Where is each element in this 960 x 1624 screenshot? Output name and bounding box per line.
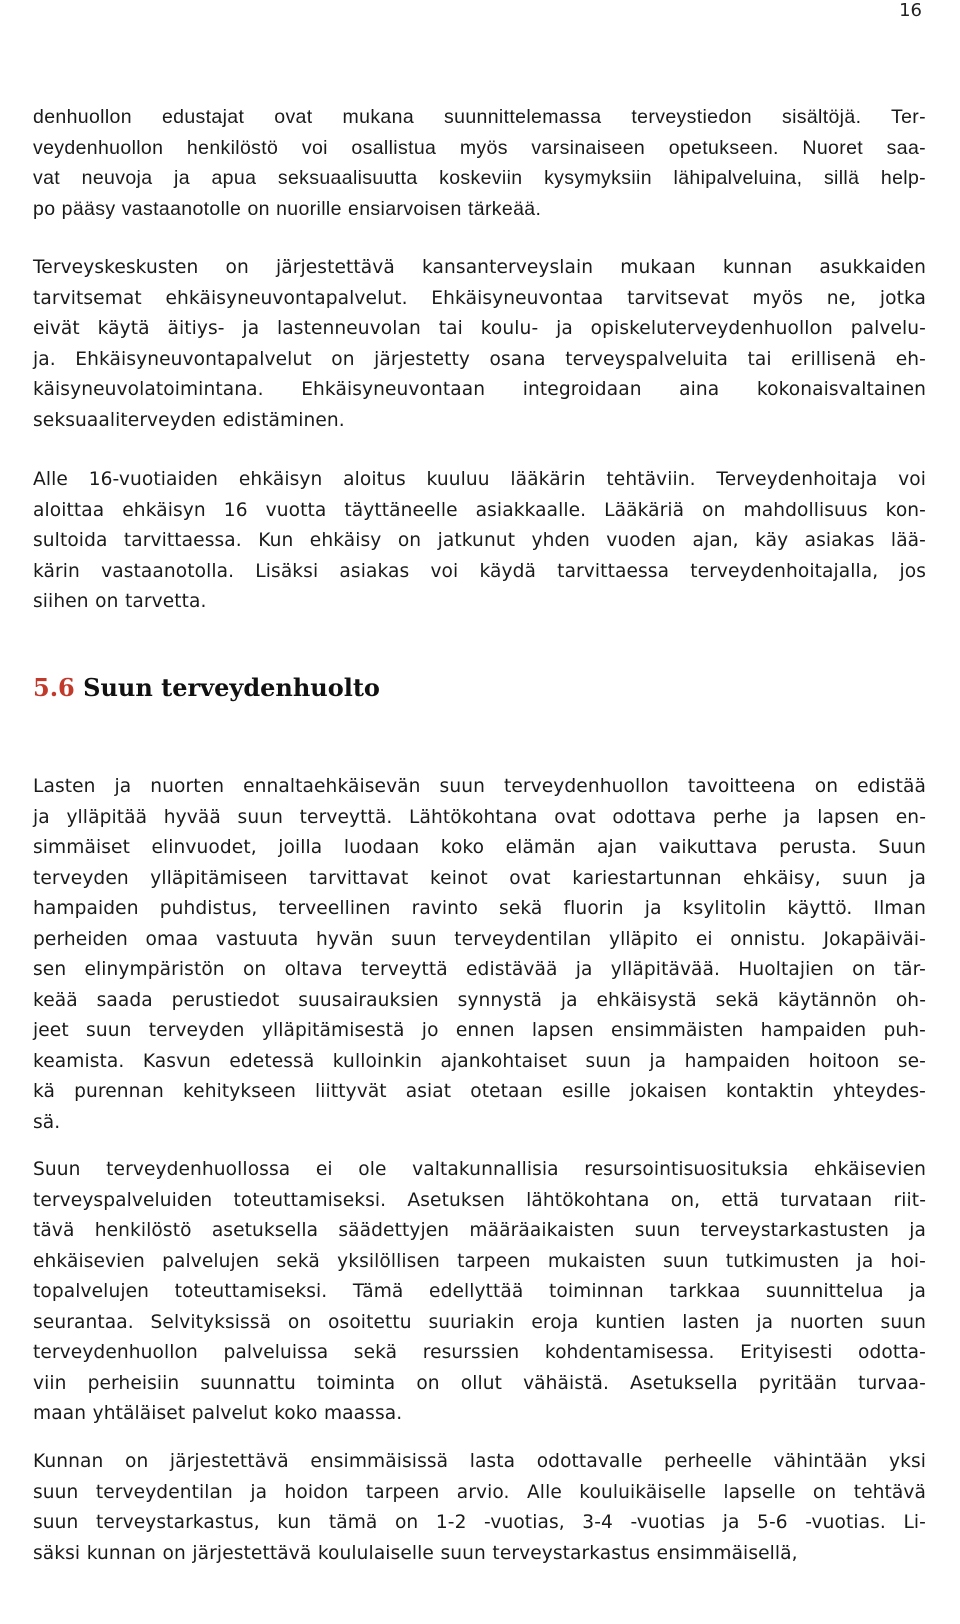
text-line: topalvelujen toteuttamiseksi. Tämä edellyttää toiminnan tarkkaa suunnittelua ja [33,1281,926,1302]
text-line: po pääsy vastaanotolle on nuorille ensiarvoisen tärkeää. [33,197,542,220]
text-line: vat neuvoja ja apua seksuaalisuutta koskeviin kysymyksiin lähipalveluina, sillä help- [33,167,926,189]
text-line: ehkäisevien palvelujen sekä yksilöllisen tarpeen mukaisten suun tutkimusten ja hoi- [33,1250,926,1272]
text-line: Alle 16-vuotiaiden ehkäisyn aloitus kuuluu lääkärin tehtäviin. Terveydenhoitaja voi [33,469,926,490]
text-line: säksi kunnan on järjestettävä koululaiselle suun terveystarkastus ensimmäisellä, [33,1542,798,1564]
text-line: viin perheisiin suunnattu toiminta on ollut vähäistä. Asetuksella pyritään turvaa- [33,1372,926,1394]
paragraph-3 [33,465,926,618]
text-line: maan yhtäläiset palvelut koko maassa. [33,1403,403,1424]
text-line: käisyneuvolatoimintana. Ehkäisyneuvontaan integroidaan aina kokonaisvaltainen [33,379,926,400]
text-line: simmäiset elinvuodet, joilla luodaan koko elämän ajan vaikuttava perusta. Suun [33,837,926,858]
text-line: terveydenhuollon palveluissa sekä resurssien kohdentamisessa. Erityisesti odotta- [33,1342,926,1363]
text-line: denhuollon edustajat ovat mukana suunnittelemassa terveystiedon sisältöjä. Ter- [33,106,926,128]
text-line: Kunnan on järjestettävä ensimmäisissä lasta odottavalle perheelle vähintään yksi [33,1451,926,1472]
text-line: Suun terveydenhuollossa ei ole valtakunnallisia resursointisuosituksia ehkäisevien [33,1159,926,1180]
paragraph-6 [33,1447,926,1569]
text-line: Terveyskeskusten on järjestettävä kansanterveyslain mukaan kunnan asukkaiden [33,257,926,278]
section-title: Suun terveydenhuolto [83,673,380,702]
text-line: jeet suun terveyden ylläpitämisestä jo ennen lapsen ensimmäisten hampaiden puh- [33,1020,926,1041]
text-line: kä purennan kehitykseen liittyvät asiat otetaan esille jokaisen kontaktin yhteydes- [33,1081,926,1102]
text-line: sä. [33,1111,61,1133]
paragraph-1 [33,102,926,224]
text-line: perheiden omaa vastuuta hyvän suun terveydentilan ylläpito ei onnistu. Jokapäiväi- [33,928,926,950]
text-line: kärin vastaanotolla. Lisäksi asiakas voi käydä tarvittaessa terveydenhoitajalla, jos [33,560,926,582]
text-line: aloittaa ehkäisyn 16 vuotta täyttäneelle asiakkaalle. Lääkäriä on mahdollisuus kon- [33,499,926,521]
text-line: ja ylläpitää hyvää suun terveyttä. Lähtökohtana ovat odottava perhe ja lapsen en- [33,806,926,828]
text-line: eivät käytä äitiys- ja lastenneuvolan tai koulu- ja opiskeluterveydenhuollon palvelu- [33,318,926,339]
text-line: veydenhuollon henkilöstö voi osallistua myös varsinaiseen opetukseen. Nuoret saa- [33,136,926,159]
text-line: sen elinympäristön on oltava terveyttä edistävää ja ylläpitävää. Huoltajien on tär- [33,959,926,980]
text-line: terveyspalveluiden toteuttamiseksi. Asetuksen lähtökohtana on, että turvataan riit- [33,1189,926,1211]
text-line: seksuaaliterveyden edistäminen. [33,409,345,431]
text-line: keää saada perustiedot suusairauksien synnystä ja ehkäisystä sekä käytännön oh- [33,989,926,1011]
text-line: hampaiden puhdistus, terveellinen ravinto sekä fluorin ja ksylitolin käyttö. Ilman [33,898,926,919]
text-line: siihen on tarvetta. [33,591,207,612]
text-line: keamista. Kasvun edetessä kulloinkin ajankohtaiset suun ja hampaiden hoitoon se- [33,1050,926,1072]
paragraph-4 [33,772,926,1138]
section-heading [33,670,380,706]
text-line: suun terveydentilan ja hoidon tarpeen arvio. Alle kouluikäiselle lapselle on tehtävä [33,1481,926,1503]
paragraph-2 [33,253,926,436]
text-line: tävä henkilöstö asetuksella säädettyjen määräaikaisten suun terveystarkastusten ja [33,1220,926,1241]
page-number: 16 [899,0,922,21]
text-line: terveyden ylläpitämiseen tarvittavat keinot ovat kariestartunnan ehkäisy, suun ja [33,867,926,889]
text-line: tarvitsemat ehkäisyneuvontapalvelut. Ehkäisyneuvontaa tarvitsevat myös ne, jotka [33,287,926,309]
text-line: ja. Ehkäisyneuvontapalvelut on järjestetty osana terveyspalveluita tai erillisenä eh- [33,348,926,370]
paragraph-5 [33,1155,926,1430]
text-line: seurantaa. Selvityksissä on osoitettu suuriakin eroja kuntien lasten ja nuorten suun [33,1311,926,1333]
text-line: suun terveystarkastus, kun tämä on 1-2 -vuotias, 3-4 -vuotias ja 5-6 -vuotias. Li- [33,1512,926,1533]
section-number: 5.6 [33,673,75,702]
text-line: Lasten ja nuorten ennaltaehkäisevän suun terveydenhuollon tavoitteena on edistää [33,776,926,797]
text-line: sultoida tarvittaessa. Kun ehkäisy on jatkunut yhden vuoden ajan, käy asiakas lää- [33,530,926,551]
